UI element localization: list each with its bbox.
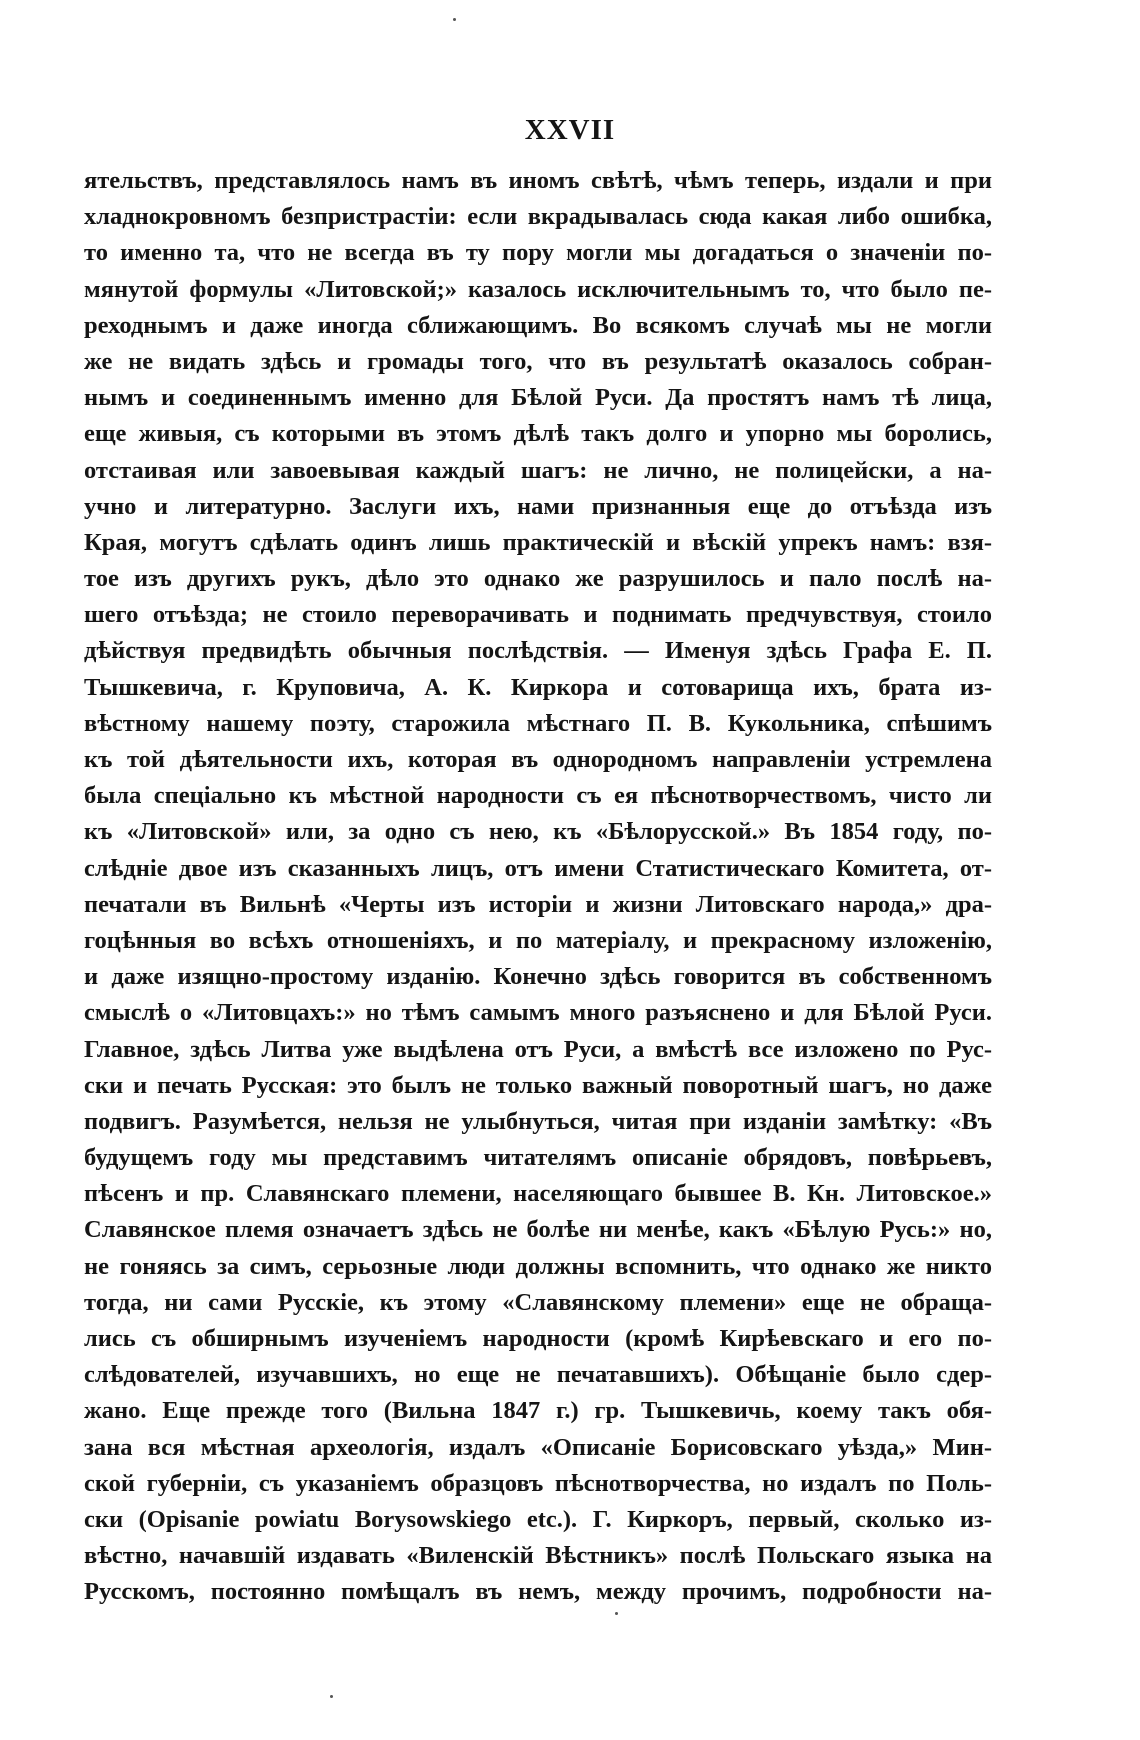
text-line: слѣдніе двое изъ сказанныхъ лицъ, отъ имени Статистическаго Комитета, от- [84,854,992,882]
text-line: печатали въ Вильнѣ «Черты изъ исторіи и жизни Литовскаго народа,» дра- [84,890,992,918]
scan-speck [453,18,456,21]
text-line: вѣстному нашему поэту, старожила мѣстнаго П. В. Кукольника, спѣшимъ [84,709,992,737]
text-line: была спеціально къ мѣстной народности съ ея пѣснотворчествомъ, чисто ли [84,782,992,810]
text-line: будущемъ году мы представимъ читателямъ описаніе обрядовъ, повѣрьевъ, [84,1144,992,1172]
text-line: ски (Opisanie powiatu Borysowskiego etc.). Г. Киркоръ, первый, сколько из- [84,1505,992,1533]
text-line: Края, могутъ сдѣлать одинъ лишь практическій и вѣскій упрекъ намъ: взя- [84,528,992,556]
text-line: шего отъѣзда; не стоило переворачивать и поднимать предчувствуя, стоило [84,601,992,629]
text-line: то именно та, что не всегда въ ту пору могли мы догадаться о значеніи по- [84,239,992,267]
text-line: мянутой формулы «Литовской;» казалось исключительнымъ то, что было пе- [84,275,992,303]
text-line: еще живыя, съ которыми въ этомъ дѣлѣ такъ долго и упорно мы боролись, [84,420,992,448]
text-line: Главное, здѣсь Литва уже выдѣлена отъ Руси, а вмѣстѣ все изложено по Рус- [84,1035,992,1063]
text-line: Славянское племя означаетъ здѣсь не болѣе ни менѣе, какъ «Бѣлую Русь:» но, [84,1216,992,1244]
scan-speck [330,1695,333,1698]
text-line: отстаивая или завоевывая каждый шагъ: не лично, не полицейски, а на- [84,456,992,484]
text-line: гоцѣнныя во всѣхъ отношеніяхъ, и по матеріалу, и прекрасному изложенію, [84,926,992,954]
text-line: къ «Литовской» или, за одно съ нею, къ «Бѣлорусской.» Въ 1854 году, по- [84,818,992,846]
text-line: Русскомъ, постоянно помѣщалъ въ немъ, между прочимъ, подробности на- [84,1578,992,1606]
text-line: лись съ обширнымъ изученіемъ народности (кромѣ Кирѣевскаго и его по- [84,1325,992,1352]
text-line: дѣйствуя предвидѣть обычныя послѣдствія. — Именуя здѣсь Графа Е. П. [84,637,992,665]
text-line: тое изъ другихъ рукъ, дѣло это однако же разрушилось и пало послѣ на- [84,565,992,593]
text-line: къ той дѣятельности ихъ, которая въ однородномъ направленіи устремлена [84,746,992,773]
text-line: смыслѣ о «Литовцахъ:» но тѣмъ самымъ много разъяснено и для Бѣлой Руси. [84,999,992,1027]
text-line: и даже изящно-простому изданію. Конечно здѣсь говорится въ собственномъ [84,963,992,991]
text-line: Тышкевича, г. Круповича, А. К. Киркора и сотоварища ихъ, брата из- [84,673,992,701]
text-line: тогда, ни сами Русскіе, къ этому «Славянскому племени» еще не обраща- [84,1288,992,1316]
text-line: не гоняясь за симъ, серьозные люди должны вспомнить, что однако же никто [84,1252,992,1280]
page-number: XXVII [524,114,616,146]
text-line: зана вся мѣстная археологія, издалъ «Описаніе Борисовскаго уѣзда,» Мин- [84,1433,992,1461]
text-line: учно и литературно. Заслуги ихъ, нами признанныя еще до отъѣзда изъ [84,492,992,520]
text-line: жано. Еще прежде того (Вильна 1847 г.) гр. Тышкевичь, коему такъ обя- [84,1397,992,1425]
text-line: же не видать здѣсь и громады того, что въ результатѣ оказалось собран- [84,347,992,375]
body-text [84,163,992,1611]
text-line: реходнымъ и даже иногда сближающимъ. Во всякомъ случаѣ мы не могли [84,311,992,339]
text-line: слѣдователей, изучавшихъ, но еще не печатавшихъ). Обѣщаніе было сдер- [84,1361,992,1389]
text-line: пѣсенъ и пр. Славянскаго племени, населяющаго бывшее В. Кн. Литовское.» [84,1180,992,1208]
text-line: ятельствъ, представлялось намъ въ иномъ свѣтѣ, чѣмъ теперь, издали и при [84,167,992,194]
scan-speck [615,1612,618,1615]
text-line: нымъ и соединеннымъ именно для Бѣлой Руси. Да простятъ намъ тѣ лица, [84,384,992,412]
text-line: подвигъ. Разумѣется, нельзя не улыбнуться, читая при изданіи замѣтку: «Въ [84,1107,992,1135]
text-line: вѣстно, начавшій издавать «Виленскій Вѣстникъ» послѣ Польскаго языка на [84,1542,992,1570]
text-line: ской губерніи, съ указаніемъ образцовъ пѣснотворчества, но издалъ по Поль- [84,1469,992,1497]
text-line: хладнокровномъ безпристрастіи: если вкрадывалась сюда какая либо ошибка, [84,203,992,231]
text-line: ски и печать Русская: это былъ не только важный поворотный шагъ, но даже [84,1071,992,1099]
